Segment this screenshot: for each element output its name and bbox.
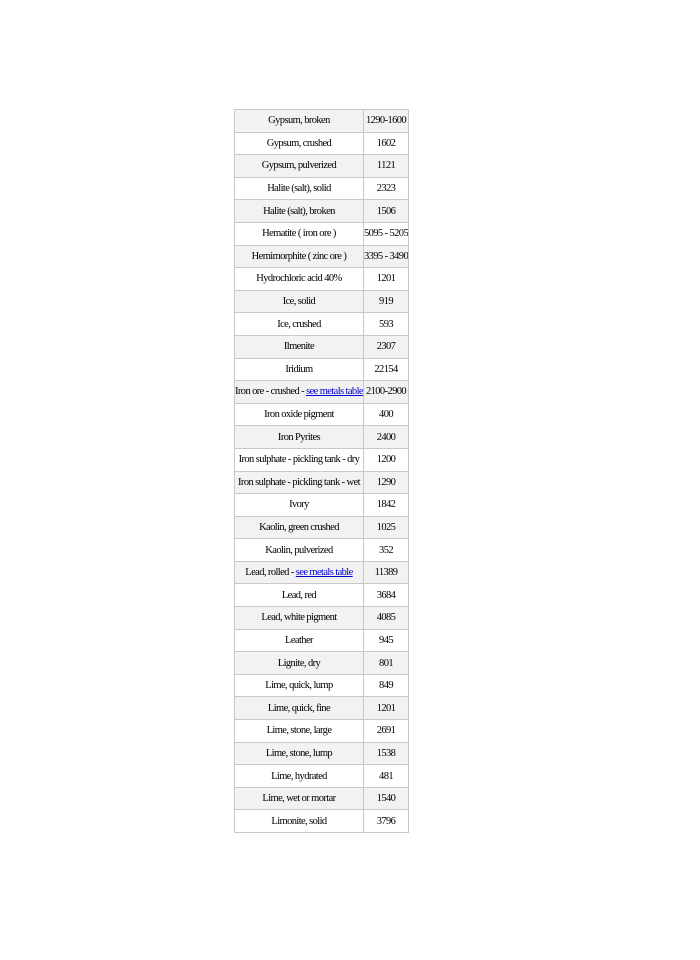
material-cell — [235, 155, 364, 178]
material-name: Lime, quick, fine — [267, 702, 331, 714]
density-value-cell: 2400 — [364, 426, 409, 449]
table-row — [235, 494, 409, 517]
material-name: Gypsum, broken — [268, 115, 330, 127]
material-name: Ice, crushed — [277, 318, 321, 330]
table-row — [235, 788, 409, 811]
table-row — [235, 404, 409, 427]
material-cell — [235, 539, 364, 562]
material-name: Lignite, dry — [277, 657, 321, 669]
density-value-cell: 3395 - 3490 — [364, 246, 409, 269]
material-name: Ivory — [289, 499, 309, 511]
material-cell — [235, 426, 364, 449]
see-metals-table-link[interactable]: see metals table — [306, 386, 363, 398]
material-cell — [235, 675, 364, 698]
material-name: Lime, wet or mortar — [262, 793, 336, 805]
density-value-cell: 2323 — [364, 178, 409, 201]
table-row — [235, 697, 409, 720]
material-name: Lead, white pigment — [261, 612, 337, 624]
density-value-cell: 1506 — [364, 200, 409, 223]
material-name: Halite (salt), solid — [267, 183, 331, 195]
density-value-cell: 1602 — [364, 133, 409, 156]
density-value-cell: 1121 — [364, 155, 409, 178]
material-name: Iron sulphate - pickling tank - wet — [238, 476, 360, 488]
material-cell — [235, 313, 364, 336]
density-value-cell: 1540 — [364, 788, 409, 811]
table-row — [235, 359, 409, 382]
table-row — [235, 426, 409, 449]
material-name: Ilmenite — [283, 341, 315, 353]
density-value-cell: 2307 — [364, 336, 409, 359]
material-cell — [235, 178, 364, 201]
material-name: Hematite ( iron ore ) — [262, 228, 336, 240]
table-row — [235, 630, 409, 653]
material-name: Lead, red — [281, 589, 317, 601]
table-row — [235, 517, 409, 540]
material-cell — [235, 584, 364, 607]
material-name: Lime, hydrated — [271, 770, 327, 782]
material-name: Kaolin, green crushed — [259, 521, 339, 533]
material-name: Iron sulphate - pickling tank - dry — [238, 454, 360, 466]
material-cell — [235, 517, 364, 540]
material-cell — [235, 630, 364, 653]
density-value-cell: 801 — [364, 652, 409, 675]
see-metals-table-link[interactable]: see metals table — [295, 567, 353, 579]
density-value-cell: 849 — [364, 675, 409, 698]
density-value-cell: 4085 — [364, 607, 409, 630]
material-cell — [235, 652, 364, 675]
density-value-cell: 481 — [364, 765, 409, 788]
density-value-cell: 1200 — [364, 449, 409, 472]
density-value-cell: 1201 — [364, 697, 409, 720]
material-cell — [235, 788, 364, 811]
table-row — [235, 178, 409, 201]
table-row — [235, 223, 409, 246]
density-value-cell: 400 — [364, 404, 409, 427]
material-name: Iron oxide pigment — [264, 409, 334, 421]
material-cell — [235, 359, 364, 382]
material-cell — [235, 246, 364, 269]
density-table-body — [235, 110, 409, 833]
table-row — [235, 810, 409, 833]
table-row — [235, 133, 409, 156]
density-value-cell: 22154 — [364, 359, 409, 382]
density-value-cell: 2100-2900 — [364, 381, 409, 404]
material-cell — [235, 607, 364, 630]
table-row — [235, 675, 409, 698]
material-name: Iron ore - crushed - — [235, 386, 307, 398]
table-row — [235, 155, 409, 178]
material-name: Iridium — [285, 363, 313, 375]
density-value-cell: 11389 — [364, 562, 409, 585]
table-row — [235, 246, 409, 269]
material-name: Lead, rolled - — [245, 567, 296, 579]
material-name: Gypsum, pulverized — [261, 160, 337, 172]
material-cell — [235, 494, 364, 517]
material-cell — [235, 449, 364, 472]
material-cell — [235, 720, 364, 743]
material-cell — [235, 765, 364, 788]
material-cell — [235, 200, 364, 223]
density-value-cell: 3684 — [364, 584, 409, 607]
material-cell — [235, 743, 364, 766]
density-value-cell: 1290 — [364, 472, 409, 495]
table-row — [235, 652, 409, 675]
material-cell — [235, 562, 364, 585]
table-row — [235, 268, 409, 291]
density-value-cell: 3796 — [364, 810, 409, 833]
table-row — [235, 472, 409, 495]
density-value-cell: 1025 — [364, 517, 409, 540]
material-cell — [235, 472, 364, 495]
density-table — [234, 109, 409, 833]
material-cell — [235, 133, 364, 156]
material-name: Lime, stone, large — [266, 725, 332, 737]
material-name: Hemimorphite ( zinc ore ) — [251, 250, 347, 262]
density-value-cell: 593 — [364, 313, 409, 336]
table-row — [235, 765, 409, 788]
density-value-cell: 5095 - 5205 — [364, 223, 409, 246]
material-cell — [235, 110, 364, 133]
material-name: Ice, solid — [282, 296, 316, 308]
material-name: Kaolin, pulverized — [265, 544, 333, 556]
table-row — [235, 562, 409, 585]
material-cell — [235, 404, 364, 427]
table-row — [235, 743, 409, 766]
material-cell — [235, 336, 364, 359]
table-row — [235, 200, 409, 223]
table-row — [235, 607, 409, 630]
material-name: Iron Pyrites — [277, 431, 321, 443]
table-row — [235, 449, 409, 472]
material-name: Hydrochloric acid 40% — [256, 273, 342, 285]
density-value-cell: 1201 — [364, 268, 409, 291]
density-value-cell: 1842 — [364, 494, 409, 517]
material-name: Limonite, solid — [271, 815, 327, 827]
material-name: Lime, stone, lump — [265, 747, 333, 759]
table-row — [235, 720, 409, 743]
material-name: Leather — [285, 634, 313, 646]
density-table-container — [234, 109, 408, 833]
table-row — [235, 381, 409, 404]
density-value-cell: 919 — [364, 291, 409, 314]
material-cell — [235, 291, 364, 314]
density-value-cell: 1290-1600 — [364, 110, 409, 133]
table-row — [235, 110, 409, 133]
material-cell — [235, 268, 364, 291]
material-name: Halite (salt), broken — [263, 205, 335, 217]
table-row — [235, 584, 409, 607]
material-cell — [235, 697, 364, 720]
density-value-cell: 2691 — [364, 720, 409, 743]
table-row — [235, 539, 409, 562]
density-value-cell: 1538 — [364, 743, 409, 766]
table-row — [235, 291, 409, 314]
material-cell — [235, 810, 364, 833]
material-name: Gypsum, crushed — [266, 137, 332, 149]
material-cell — [235, 223, 364, 246]
material-name: Lime, quick, lump — [265, 680, 333, 692]
density-value-cell: 945 — [364, 630, 409, 653]
table-row — [235, 336, 409, 359]
material-cell — [235, 381, 364, 404]
density-value-cell: 352 — [364, 539, 409, 562]
table-row — [235, 313, 409, 336]
